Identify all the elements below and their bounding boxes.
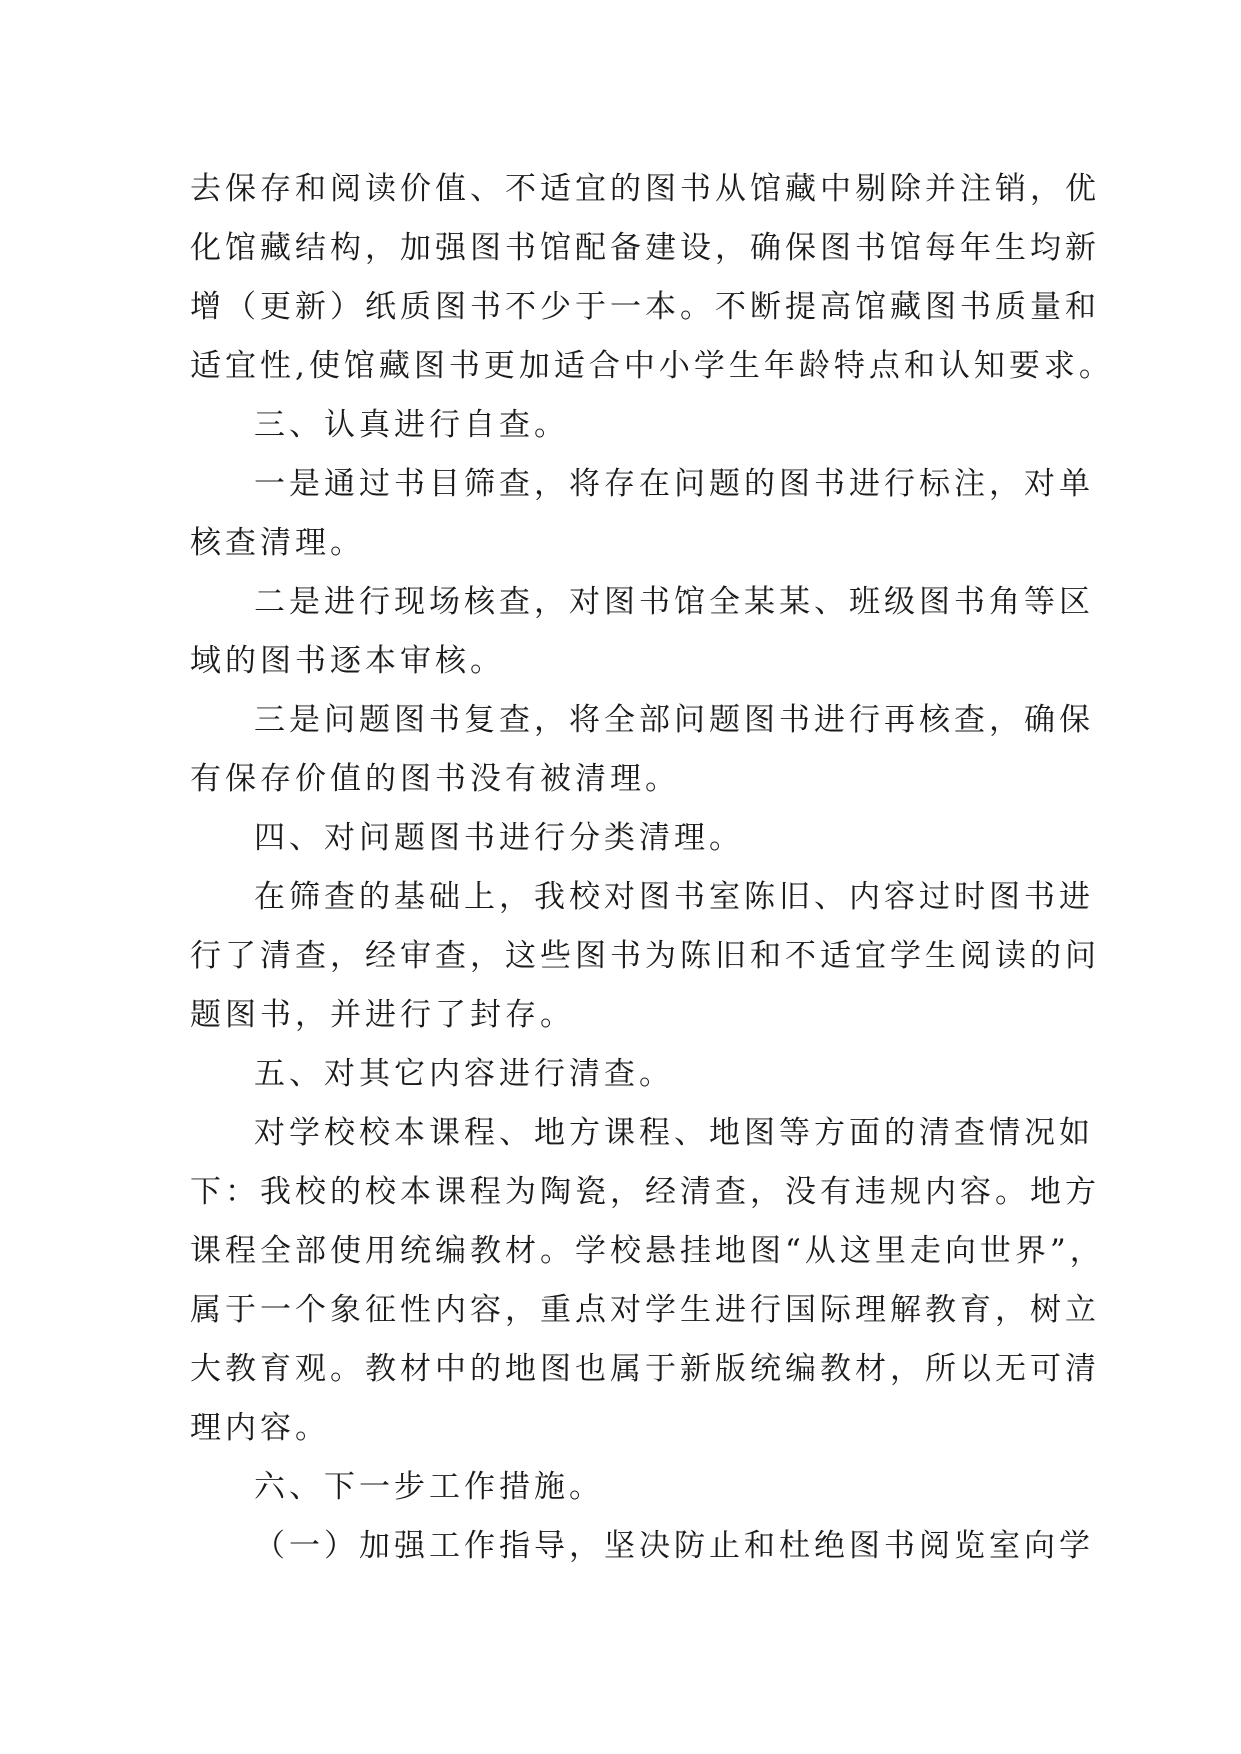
text-line: 在筛查的基础上，我校对图书室陈旧、内容过时图书进 <box>254 879 1094 915</box>
text-line: 适宜性,使馆藏图书更加适合中小学生年龄特点和认知要求。 <box>190 348 1114 384</box>
text-line: 有保存价值的图书没有被清理。 <box>190 761 680 797</box>
text-line: 一是通过书目筛查，将存在问题的图书进行标注，对单 <box>254 466 1094 502</box>
text-line: 六、下一步工作措施。 <box>254 1469 604 1505</box>
text-line: 五、对其它内容进行清查。 <box>254 1056 674 1092</box>
text-line: 化馆藏结构，加强图书馆配备建设，确保图书馆每年生均新 <box>190 230 1100 266</box>
text-line: 四、对问题图书进行分类清理。 <box>254 820 744 856</box>
text-line: 二是进行现场核查，对图书馆全某某、班级图书角等区 <box>254 584 1094 620</box>
text-line: 属于一个象征性内容，重点对学生进行国际理解教育，树立 <box>190 1292 1100 1328</box>
text-line: 课程全部使用统编教材。学校悬挂地图“从这里走向世界”， <box>190 1233 1105 1269</box>
text-line: 下：我校的校本课程为陶瓷，经清查，没有违规内容。地方 <box>190 1174 1100 1210</box>
text-line: （一）加强工作指导，坚决防止和杜绝图书阅览室向学 <box>254 1528 1094 1564</box>
text-line: 去保存和阅读价值、不适宜的图书从馆藏中剔除并注销，优 <box>190 171 1100 207</box>
text-line: 增（更新）纸质图书不少于一本。不断提高馆藏图书质量和 <box>190 289 1100 325</box>
text-line: 三是问题图书复查，将全部问题图书进行再核查，确保 <box>254 702 1094 738</box>
text-line: 行了清查，经审查，这些图书为陈旧和不适宜学生阅读的问 <box>190 938 1100 974</box>
text-line: 题图书，并进行了封存。 <box>190 997 575 1033</box>
text-line: 大教育观。教材中的地图也属于新版统编教材，所以无可清 <box>190 1351 1100 1387</box>
text-line: 三、认真进行自查。 <box>254 407 569 443</box>
text-line: 核查清理。 <box>190 525 365 561</box>
text-line: 对学校校本课程、地方课程、地图等方面的清查情况如 <box>254 1115 1094 1151</box>
text-line: 域的图书逐本审核。 <box>190 643 505 679</box>
text-line: 理内容。 <box>190 1410 330 1446</box>
document-body <box>190 160 1114 1576</box>
